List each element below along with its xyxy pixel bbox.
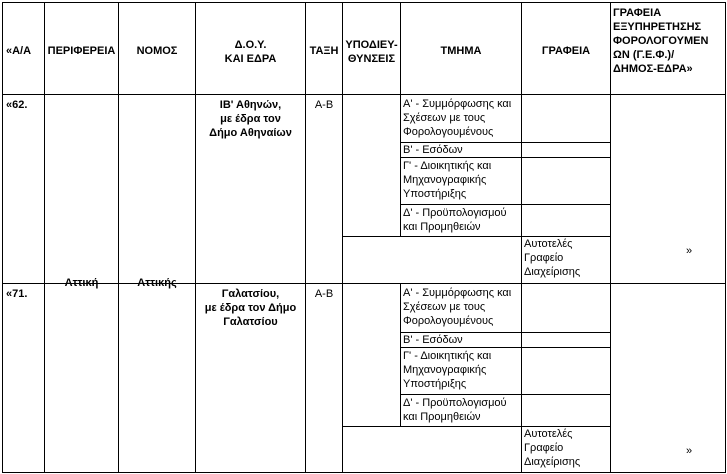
cell-perifereia: Αττική [64,277,99,289]
rule-right [725,2,726,473]
header-taxi: ΤΑΞΗ [309,45,339,57]
rule-header-bottom [2,94,726,95]
tmima-c: Γ' - Διοικητικής και Μηχανογραφικής Υποστήριξης [403,350,492,390]
row-doy: Γαλατσίου, με έδρα τον Δήμο Γαλατσίου [204,288,297,328]
tmima-c: Γ' - Διοικητικής και Μηχανογραφικής Υποστήριξης [403,160,492,200]
rule-top [2,2,726,3]
tmima-d: Δ' - Προϋπολογισμού και Προμηθειών [403,397,507,423]
header-tmima: ΤΜΗΜΑ [440,45,482,57]
rule [400,204,610,205]
tmima-b: Β' - Εσόδων [403,144,463,156]
rule-bottom [2,472,726,473]
rule-col-6 [400,2,401,236]
row-aa: «71. [6,288,28,300]
rule-left [2,2,3,473]
rule-col-8 [610,2,611,473]
rule-col-1 [44,2,45,473]
grafeio-autoteles: Αυτοτελές Γραφείο Διαχείρισης [524,238,581,278]
gef-quote: » [686,445,693,457]
tmima-d: Δ' - Προϋπολογισμού και Προμηθειών [403,207,507,233]
rule [400,157,610,158]
rule-col-2 [118,2,119,473]
rule-col-5 [342,2,343,473]
rule-col-6b [400,283,401,426]
rule-col-4 [305,2,306,473]
tmima-a: Α' - Συμμόρφωσης και Σχέσεων με τους Φορολογουμένους [403,287,512,327]
grafeio-autoteles: Αυτοτελές Γραφείο Διαχείρισης [524,428,581,468]
rule [400,394,610,395]
row-taxi: Α-Β [314,99,334,111]
header-grafeia: ΓΡΑΦΕΙΑ [541,45,591,57]
cell-nomos: Αττικής [137,277,177,289]
rule-col-7 [521,2,522,473]
header-aa: «Α/Α [6,45,32,57]
header-nomos: ΝΟΜΟΣ [136,45,178,57]
row-aa: «62. [6,99,28,111]
rule [400,347,610,348]
header-perifereia: ΠΕΡΙΦΕΡΕΙΑ [47,45,116,57]
row-doy: ΙΒ' Αθηνών, με έδρα τον Δήμο Αθηναίων [209,99,292,139]
header-doy: Δ.Ο.Υ. ΚΑΙ ΕΔΡΑ [224,39,277,65]
tmima-a: Α' - Συμμόρφωσης και Σχέσεων με τους Φορολογουμένους [403,98,512,138]
row-taxi: Α-Β [314,288,334,300]
header-gef: ΓΡΑΦΕΙΑ ΕΞΥΠΗΡΕΤΗΣΗΣ ΦΟΡΟΛΟΓΟΥΜΕΝ ΩΝ (Γ.Ε.Φ.)/ ΔΗΜΟΣ-ΕΔΡΑ» [613,7,709,75]
gef-quote: » [686,245,693,257]
header-ypodieythynseis: ΥΠΟΔΙΕΥ- ΘΥΝΣΕΙΣ [345,39,398,65]
tmima-b: Β' - Εσόδων [403,334,463,346]
rule-col-3 [195,2,196,473]
